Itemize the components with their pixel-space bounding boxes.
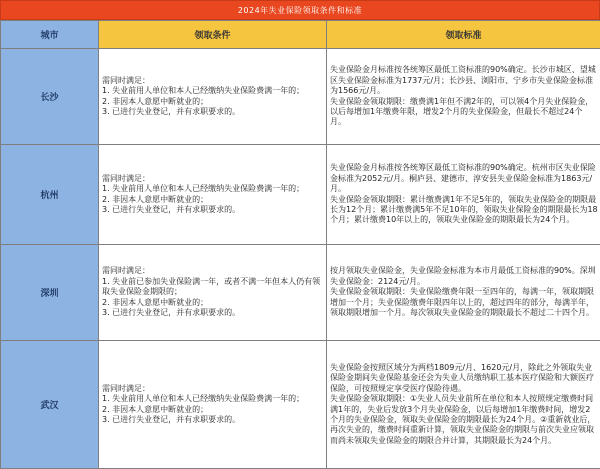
condition-line: 1. 失业前用人单位和本人已经缴纳失业保险费满一年的； — [102, 184, 324, 194]
table-row — [1, 145, 600, 245]
standard-line: 按月领取失业保险金，失业保险金标准为本市月最低工资标准的90%。深圳失业保险金：2124元/月。 — [330, 266, 598, 287]
standard-line: 失业保险金按照区域分为两档1809元/月、1620元/月，除此之外领取失业保险金期间失业保险基金还会为失业人员缴纳职工基本医疗保险和大额医疗保险，可按照规定享受医疗保险待遇。 — [330, 363, 598, 394]
header-city: 城市 — [1, 21, 99, 49]
city-cell: 杭州 — [1, 145, 99, 245]
conditions-cell — [99, 341, 327, 469]
standard-line: 失业保险金月标准按各统筹区最低工资标准的90%确定。长沙市城区、望城区失业保险金标准为1737元/月；长沙县、浏阳市、宁乡市失业保险金标准为1566元/月。 — [330, 65, 598, 96]
condition-line: 3. 已进行失业登记，并有求职要求的。 — [102, 308, 324, 318]
conditions-cell — [99, 49, 327, 145]
condition-line: 需同时满足： — [102, 174, 324, 184]
standards-cell — [327, 245, 600, 341]
condition-line: 3. 已进行失业登记，并有求职要求的。 — [102, 415, 324, 425]
condition-line: 2. 非因本人意愿中断就业的； — [102, 405, 324, 415]
standard-line: 失业保险金领取期限：失业保险缴费年限一至四年的，每满一年，领取期限增加一个月；失业保险缴费年限四年以上的，超过四年的部分，每满半年，领取期限增加一个月。每次领取失业保险金的期限最长不超过二十四个月。 — [330, 287, 598, 318]
table-row — [1, 341, 600, 469]
policy-table — [0, 20, 600, 469]
condition-line: 2. 非因本人意愿中断就业的； — [102, 97, 324, 107]
condition-line: 1. 失业前用人单位和本人已经缴纳失业保险费满一年的； — [102, 86, 324, 96]
conditions-cell — [99, 245, 327, 341]
standards-cell — [327, 341, 600, 469]
city-cell: 武汉 — [1, 341, 99, 469]
city-cell: 长沙 — [1, 49, 99, 145]
standards-cell — [327, 49, 600, 145]
header-row — [1, 21, 600, 49]
condition-line: 需同时满足： — [102, 76, 324, 86]
condition-line: 1. 失业前用人单位和本人已经缴纳失业保险费满一年的； — [102, 394, 324, 404]
condition-line: 3. 已进行失业登记，并有求职要求的。 — [102, 205, 324, 215]
condition-line: 3. 已进行失业登记，并有求职要求的。 — [102, 107, 324, 117]
table-row — [1, 245, 600, 341]
condition-line: 需同时满足： — [102, 266, 324, 276]
page-title: 2024年失业保险领取条件和标准 — [0, 0, 600, 20]
condition-line: 需同时满足： — [102, 384, 324, 394]
standard-line: 失业保险金领取期限：累计缴费满1年不足5年的，领取失业保险金的期限最长为12个月；累计缴费满5年不足10年的，领取失业保险金的期限最长为18个月；累计缴费10年以上的，领取失业保险金的期限最长为24个月。 — [330, 195, 598, 226]
header-conditions: 领取条件 — [99, 21, 327, 49]
standard-line: 失业保险金月标准按各统筹区最低工资标准的90%确定。杭州市区失业保险金标准为2052元/月。桐庐县、建德市、淳安县失业保险金标准为1863元/月。 — [330, 163, 598, 194]
conditions-cell — [99, 145, 327, 245]
standard-line: 失业保险金领取期限：缴费满1年但不满2年的，可以领4个月失业保险金，以后每增加1年缴费年限，增发2个月的失业保险金，但最长不超过24个月。 — [330, 97, 598, 128]
city-cell: 深圳 — [1, 245, 99, 341]
condition-line: 2. 非因本人意愿中断就业的； — [102, 298, 324, 308]
condition-line: 2. 非因本人意愿中断就业的； — [102, 195, 324, 205]
table-row — [1, 49, 600, 145]
standard-line: 失业保险金领取期限：①失业人员失业前所在单位和本人按照规定缴费时间满1年的，失业后发放3个月失业保险金，以后每增加1年缴费时间，增发2个月的失业保险金，领取失业保险金的期限最长为24个月。②重新就业后，再次失业的，缴费时间重新计算，领取失业保险金的期限与前次失业应领取而尚未领取失业保险金的期限合并计算，其期限最长为24个月。 — [330, 394, 598, 446]
condition-line: 1. 失业前已参加失业保险满一年，或者不满一年但本人仍有领取失业保险金期限的； — [102, 277, 324, 298]
standards-cell — [327, 145, 600, 245]
header-standards: 领取标准 — [327, 21, 600, 49]
